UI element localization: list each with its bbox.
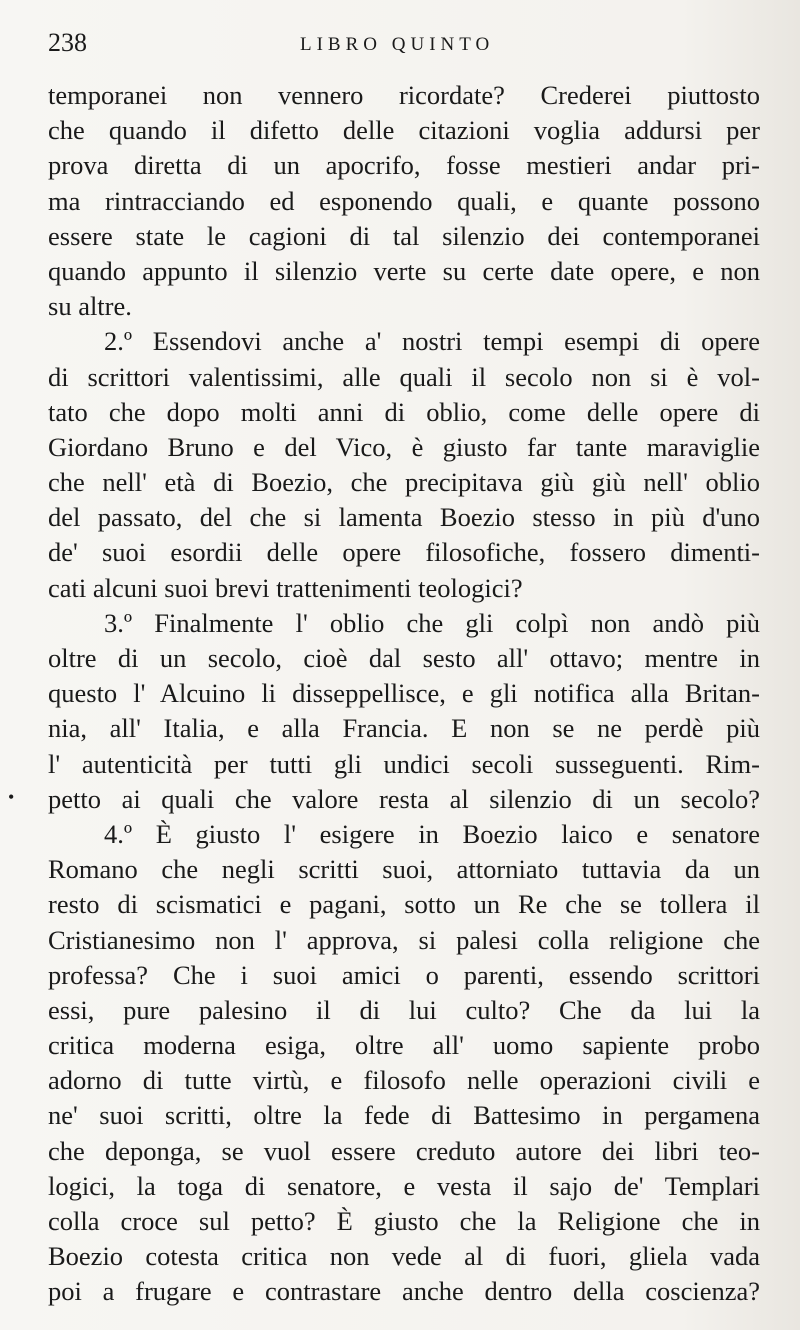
text-line: prova diretta di un apocrifo, fosse mestieri andar pri-	[48, 150, 760, 181]
margin-mark: •	[8, 787, 15, 807]
body-text	[48, 78, 760, 1310]
text-line: logici, la toga di senatore, e vesta il sajo de' Templari	[48, 1170, 760, 1201]
text-line: essere state le cagioni di tal silenzio dei contemporanei	[48, 220, 760, 251]
text-line: Boezio cotesta critica non vede al di fuori, gliela vada	[48, 1241, 760, 1272]
text-line: di scrittori valentissimi, alle quali il secolo non si è vol-	[48, 361, 760, 392]
text-line: che deponga, se vuol essere creduto autore dei libri teo-	[48, 1135, 760, 1166]
text-line: de' suoi esordii delle opere filosofiche, fossero dimenti-	[48, 537, 760, 568]
text-line: Romano che negli scritti suoi, attorniato tuttavia da un	[48, 854, 760, 885]
text-line: colla croce sul petto? È giusto che la Religione che in	[48, 1206, 760, 1236]
text-line: poi a frugare e contrastare anche dentro della coscienza?	[48, 1276, 760, 1307]
text-line: quando appunto il silenzio verte su certe date opere, e non	[48, 255, 760, 286]
text-line: del passato, del che si lamenta Boezio stesso in più d'uno	[48, 502, 760, 533]
page-number: 238	[48, 28, 87, 57]
text-line: questo l' Alcuino li disseppellisce, e gli notifica alla Britan-	[48, 678, 760, 709]
text-line: che quando il difetto delle citazioni voglia addursi per	[48, 115, 760, 146]
text-line: che nell' età di Boezio, che precipitava giù giù nell' oblio	[48, 467, 760, 498]
text-line: temporanei non vennero ricordate? Crederei piuttosto	[48, 80, 760, 110]
text-line: oltre di un secolo, cioè dal sesto all' ottavo; mentre in	[48, 643, 760, 673]
text-line: nia, all' Italia, e alla Francia. E non se ne perdè più	[48, 713, 760, 744]
text-line: Cristianesimo non l' approva, si palesi colla religione che	[48, 924, 760, 955]
text-line: ne' suoi scritti, oltre la fede di Battesimo in pergamena	[48, 1100, 760, 1131]
text-line: Giordano Bruno e del Vico, è giusto far tante maraviglie	[48, 431, 760, 462]
text-line: cati alcuni suoi brevi trattenimenti teologici?	[48, 572, 523, 603]
text-line: tato che dopo molti anni di oblio, come delle opere di	[48, 396, 760, 427]
text-line: 2.º Essendovi anche a' nostri tempi esempi di opere	[104, 326, 760, 357]
text-line: ma rintracciando ed esponendo quali, e quante possono	[48, 185, 760, 216]
text-line: petto ai quali che valore resta al silenzio di un secolo?	[48, 783, 760, 814]
text-line: 4.º È giusto l' esigere in Boezio laico e senatore	[104, 818, 760, 849]
running-head: LIBRO QUINTO	[300, 34, 495, 55]
text-line: 3.º Finalmente l' oblio che gli colpì non andò più	[104, 607, 760, 638]
text-line: resto di scismatici e pagani, sotto un Re che se tollera il	[48, 889, 760, 920]
page-header	[48, 28, 760, 68]
text-line: critica moderna esiga, oltre all' uomo sapiente probo	[48, 1030, 760, 1061]
text-line: su altre.	[48, 291, 132, 322]
text-line: l' autenticità per tutti gli undici secoli susseguenti. Rim-	[48, 748, 760, 779]
text-line: adorno di tutte virtù, e filosofo nelle operazioni civili e	[48, 1065, 760, 1096]
text-line: essi, pure palesino il di lui culto? Che da lui la	[48, 994, 760, 1025]
text-line: professa? Che i suoi amici o parenti, essendo scrittori	[48, 959, 760, 990]
